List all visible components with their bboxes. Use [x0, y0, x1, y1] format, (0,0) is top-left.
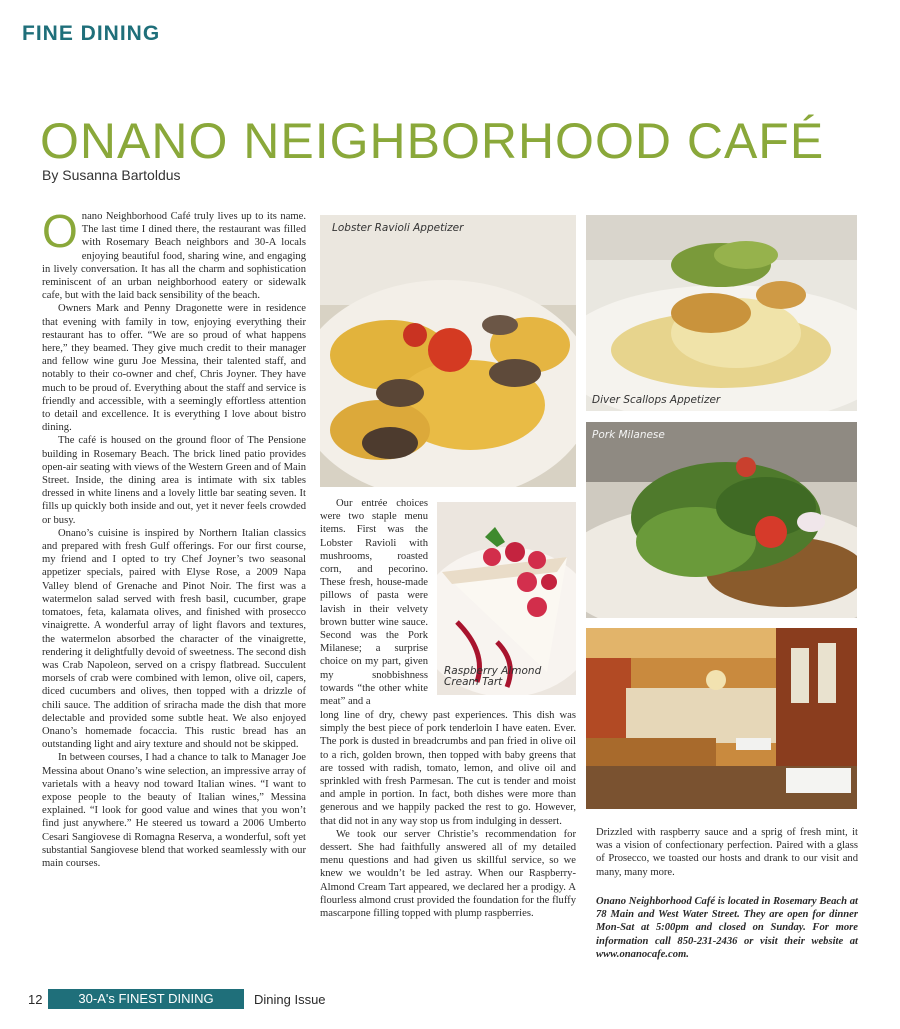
- article-column-2-top: [320, 497, 428, 708]
- diver-scallops-photo: [586, 215, 857, 411]
- paragraph: long line of dry, chewy past experiences. This dish was simply the best piece of pork tenderloin I have eaten. Ever. The pork is dusted in breadcrumbs and pan fried in olive oil to a rich, golden brown, then topped with baby greens that are tossed with radish, tomato, lemon, and olive oil and sprinkled with fresh Parmesan. The cut is tender and moist and ample in portion. In fact, both dishes were more than generous and we happily packed the rest to go. However, that did not in any way stop us from indulging in dessert.: [320, 710, 576, 827]
- byline: By Susanna Bartoldus: [42, 167, 181, 183]
- lobster-ravioli-caption: Lobster Ravioli Appetizer: [332, 222, 464, 234]
- restaurant-interior-photo: [586, 628, 857, 809]
- issue-name: Dining Issue: [254, 992, 326, 1007]
- lobster-ravioli-photo: [320, 215, 576, 487]
- restaurant-info: Onano Neighborhood Café is located in Rosemary Beach at 78 Main and West Water Street. They are open for dinner Mon-Sat at 5:00pm and closed on Sunday. For more information call 850-231-2436 or visit their website at www.onanocafe.com.: [596, 896, 858, 960]
- magazine-name: 30-A's FINEST DINING: [48, 989, 244, 1009]
- drop-cap: O: [42, 205, 78, 257]
- paragraph: nano Neighborhood Café truly lives up to its name. The last time I dined there, the restaurant was filled with Rosemary Beach neighbors and 30-A locals enjoying beautiful food, sharing wine, and engaging in lively conversation. It has all the charm and sophistication reminiscent of an urban neighborhood eatery or sidewalk cafe, but with the laid back sensibility of the beach.: [42, 211, 306, 302]
- article-column-1: [42, 205, 306, 870]
- paragraph: We took our server Christie’s recommendation for dessert. She had faithfully answered all of my detailed menu questions and had given us skillful service, so we knew we wouldn’t be led astray. When our Raspberry-Almond Cream Tart appeared, we declared her a prodigy. A flourless almond crust provided the foundation for the fluffy mascarpone filling topped with plump raspberries.: [320, 828, 576, 920]
- raspberry-tart-caption: Raspberry Almond Cream Tart: [444, 665, 542, 688]
- paragraph: The café is housed on the ground floor of The Pensione building in Rosemary Beach. The brick lined patio provides open-air seating with views of the Western Green and of Main Street. Inside, the dining area is intimate with six tables dressed in white linens and a lovely little bar seating seven. It fills up quickly both inside and out, yet it never feels crowded or busy.: [42, 435, 306, 526]
- paragraph: In between courses, I had a chance to talk to Manager Joe Messina about Onano’s wine selection, an impressive array of varietals with a heavy nod toward Italian wines. “I want to expose people to the beauty of Italian wines,” Messina explained. “I look for good value and wines that you won’t find just anywhere.” He steered us toward a 2006 Umberto Cesari Sangiovese di Romagna Reserva, a wonderful, soft yet substantial Sangiovese blend that worked seamlessly with our main courses.: [42, 752, 306, 869]
- page-number: 12: [28, 992, 43, 1007]
- paragraph: Drizzled with raspberry sauce and a sprig of fresh mint, it was a vision of confectionary perfection. Paired with a glass of Prosecco, we toasted our hosts and drank to our visit and many, many more.: [596, 827, 858, 878]
- section-label: FINE DINING: [22, 22, 161, 45]
- diver-scallops-caption: Diver Scallops Appetizer: [592, 394, 721, 406]
- pork-milanese-caption: Pork Milanese: [592, 429, 665, 441]
- article-title: ONANO NEIGHBORHOOD CAFÉ: [40, 113, 825, 169]
- article-column-3: [596, 826, 858, 879]
- paragraph: Our entrée choices were two staple menu items. First was the Lobster Ravioli with mushrooms, roasted corn, and pecorino. These fresh, house-made pillows of pasta were lavish in their velvety brown butter wine sauce. Second was the Pork Milanese; a surprise choice on my part, given my snobbishness towards “the other white meat” and a: [320, 498, 428, 708]
- paragraph: Owners Mark and Penny Dragonette were in residence that evening with family in tow, enjoying everything their restaurant has to offer. “We are so proud of what happens here,” they beamed. They give much credit to their manager and fellow wine guru Joe Messina, their talented staff, and notably to their co-owner and chef, Chris Joyner. They have much to be proud of. Everything about the staff and service is friendly and accessible, with a seemingly effortless attention to detail and excellence. It is everything I love about bistro dining.: [42, 303, 306, 434]
- pork-milanese-photo: [586, 422, 857, 618]
- paragraph: Onano’s cuisine is inspired by Northern Italian classics and prepared with fresh Gulf offerings. For our first course, my friend and I opted to try Chef Joyner’s two seasonal appetizer specials, paired with Elyse Rose, a 2009 Napa Valley blend of Grenache and Pinot Noir. The first was a watermelon salad served with fresh basil, cucumber, grape tomatoes, feta, kalamata olives, and finished with prosecco vinaigrette. A wonderful array of light flavors and textures, the watermelon absorbed the character of the vinaigrette, rendering it delightfully devoid of sweetness. The second dish was Crab Napoleon, served on a crispy flatbread. Succulent morsels of crab were combined with lemon, olive oil, capers, diced cucumbers and olives, then topped with a drizzle of chili sauce. The addition of sriracha made the dish that more delectable and provided some subtle heat. We also enjoyed Onano’s homemade focaccia. This rustic bread has an outstanding light and airy texture and should not be skipped.: [42, 527, 306, 751]
- article-column-2-bottom: [320, 709, 576, 920]
